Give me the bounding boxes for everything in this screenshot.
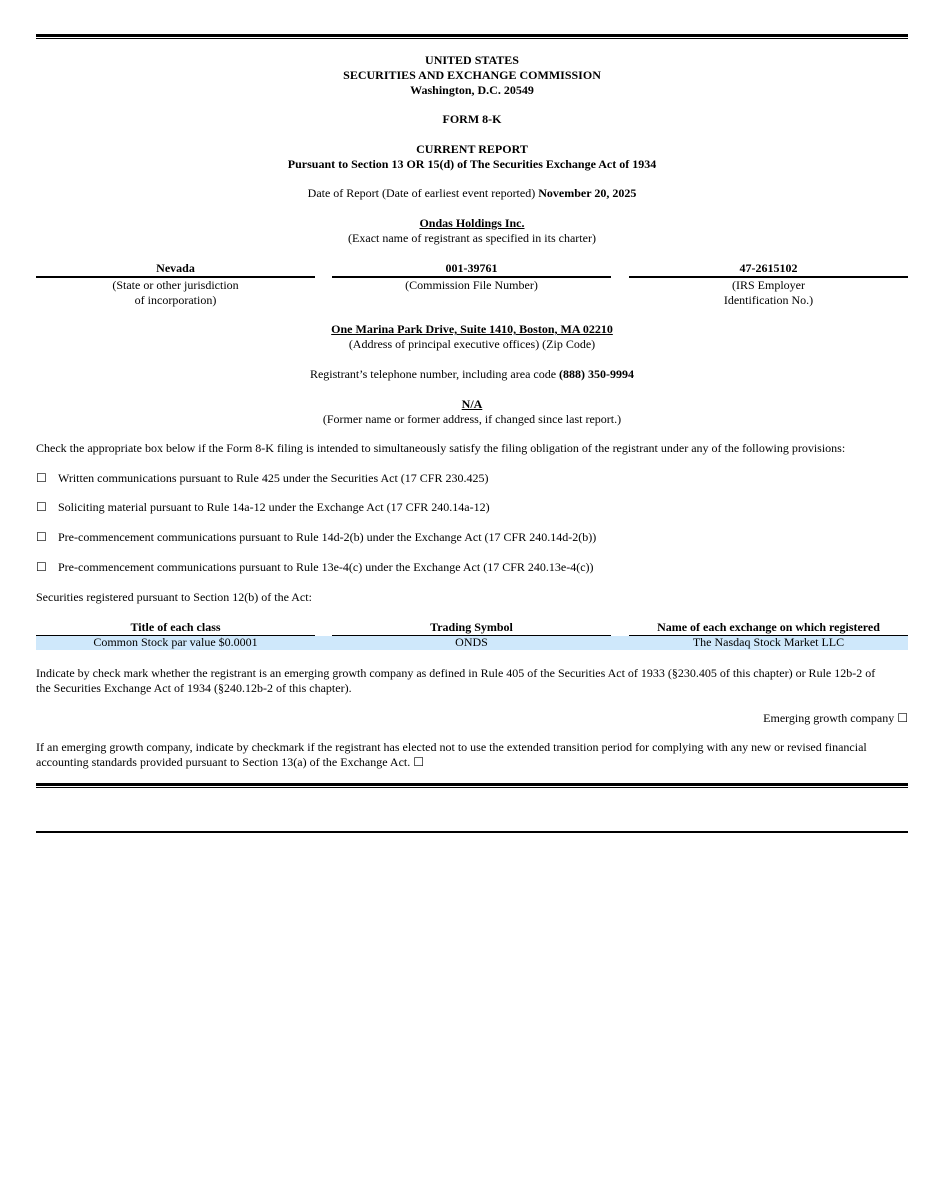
irs-column: [629, 261, 908, 308]
report-subtitle: Pursuant to Section 13 OR 15(d) of The Securities Exchange Act of 1934: [287, 157, 657, 171]
egc-indicate-line-1: Indicate by check mark whether the registrant is an emerging growth company as defined in Rule 405 of the Securities Act of 1933 (§230.405 of this chapter) or Rule 12b-2 of: [36, 666, 876, 680]
egc-transition-line-1: If an emerging growth company, indicate by checkmark if the registrant has elected not to use the extended transition period for complying with any new or revised financial: [36, 740, 867, 754]
file-number-column: [332, 261, 611, 293]
provision-row: [36, 530, 908, 545]
irs-caption-1: (IRS Employer: [732, 278, 805, 292]
irs-caption-2: Identification No.): [723, 293, 814, 307]
registrant-caption: (Exact name of registrant as specified in its charter): [348, 231, 596, 245]
report-title: CURRENT REPORT: [416, 142, 528, 156]
provision-checkbox[interactable]: ☐: [36, 500, 47, 514]
provision-text: Written communications pursuant to Rule 425 under the Securities Act (17 CFR 230.425): [58, 471, 489, 485]
date-of-report-value: November 20, 2025: [538, 186, 637, 200]
top-double-rule: [36, 34, 908, 39]
file-number-value: 001-39761: [332, 261, 611, 278]
address-caption: (Address of principal executive offices) (Zip Code): [348, 337, 596, 351]
irs-value: 47-2615102: [629, 261, 908, 278]
egc-indicate-line-2: the Securities Exchange Act of 1934 (§240.12b-2 of this chapter).: [36, 681, 352, 695]
securities-intro: Securities registered pursuant to Section 12(b) of the Act:: [36, 590, 312, 604]
date-of-report: [36, 186, 908, 201]
bottom-double-rule: [36, 783, 908, 788]
egc-transition-line-2[interactable]: accounting standards provided pursuant to Section 13(a) of the Exchange Act. ☐: [36, 755, 424, 769]
provision-checkbox[interactable]: ☐: [36, 560, 47, 574]
address-value: One Marina Park Drive, Suite 1410, Boston, MA 02210: [331, 322, 613, 336]
file-number-caption: (Commission File Number): [405, 278, 538, 292]
provision-row: [36, 560, 908, 575]
state-value: Nevada: [36, 261, 315, 278]
phone-line: [36, 367, 908, 382]
provision-row: [36, 471, 908, 486]
provision-checkbox[interactable]: ☐: [36, 530, 47, 544]
header-line-1: UNITED STATES: [425, 53, 519, 67]
registrant-block: [36, 216, 908, 246]
state-column: [36, 261, 315, 308]
phone-label: Registrant’s telephone number, including area code: [309, 367, 557, 381]
phone-value: (888) 350-9994: [559, 367, 635, 381]
form-title: FORM 8-K: [442, 112, 502, 126]
egc-checkbox-line[interactable]: Emerging growth company ☐: [763, 711, 908, 725]
page-break-rule: [36, 831, 908, 833]
state-caption-2: of incorporation): [134, 293, 217, 307]
former-name-value: N/A: [461, 397, 483, 411]
provision-text: Soliciting material pursuant to Rule 14a-12 under the Exchange Act (17 CFR 240.14a-12): [58, 500, 490, 514]
provision-text: Pre-commencement communications pursuant to Rule 13e-4(c) under the Exchange Act (17 CFR 240.13e-4(c)): [58, 560, 594, 574]
table-cell-title: Common Stock par value $0.0001: [93, 635, 258, 649]
table-header-exchange-text: Name of each exchange on which registered: [629, 620, 908, 637]
provision-text: Pre-commencement communications pursuant to Rule 14d-2(b) under the Exchange Act (17 CFR 240.14d-2(b)): [58, 530, 597, 544]
header-line-3: Washington, D.C. 20549: [410, 83, 534, 97]
table-cell-symbol: ONDS: [455, 635, 488, 649]
state-caption-1: (State or other jurisdiction: [112, 278, 239, 292]
check-instruction: Check the appropriate box below if the Form 8-K filing is intended to simultaneously satisfy the filing obligation of the registrant under any of the following provisions:: [36, 441, 846, 455]
agency-header: [36, 53, 908, 98]
registrant-name: Ondas Holdings Inc.: [419, 216, 525, 230]
table-header-title-text: Title of each class: [36, 620, 315, 637]
former-name-caption: (Former name or former address, if changed since last report.): [322, 412, 622, 426]
header-line-2: SECURITIES AND EXCHANGE COMMISSION: [343, 68, 601, 82]
table-cell-exchange: The Nasdaq Stock Market LLC: [692, 635, 845, 649]
table-header-symbol-text: Trading Symbol: [332, 620, 611, 637]
report-title-block: [36, 142, 908, 172]
provision-row: [36, 500, 908, 515]
former-name-block: [36, 397, 908, 427]
date-of-report-label: Date of Report (Date of earliest event reported): [307, 186, 536, 200]
provision-checkbox[interactable]: ☐: [36, 471, 47, 485]
egc-transition: [36, 740, 908, 770]
egc-indicate: [36, 666, 908, 696]
address-block: [36, 322, 908, 352]
